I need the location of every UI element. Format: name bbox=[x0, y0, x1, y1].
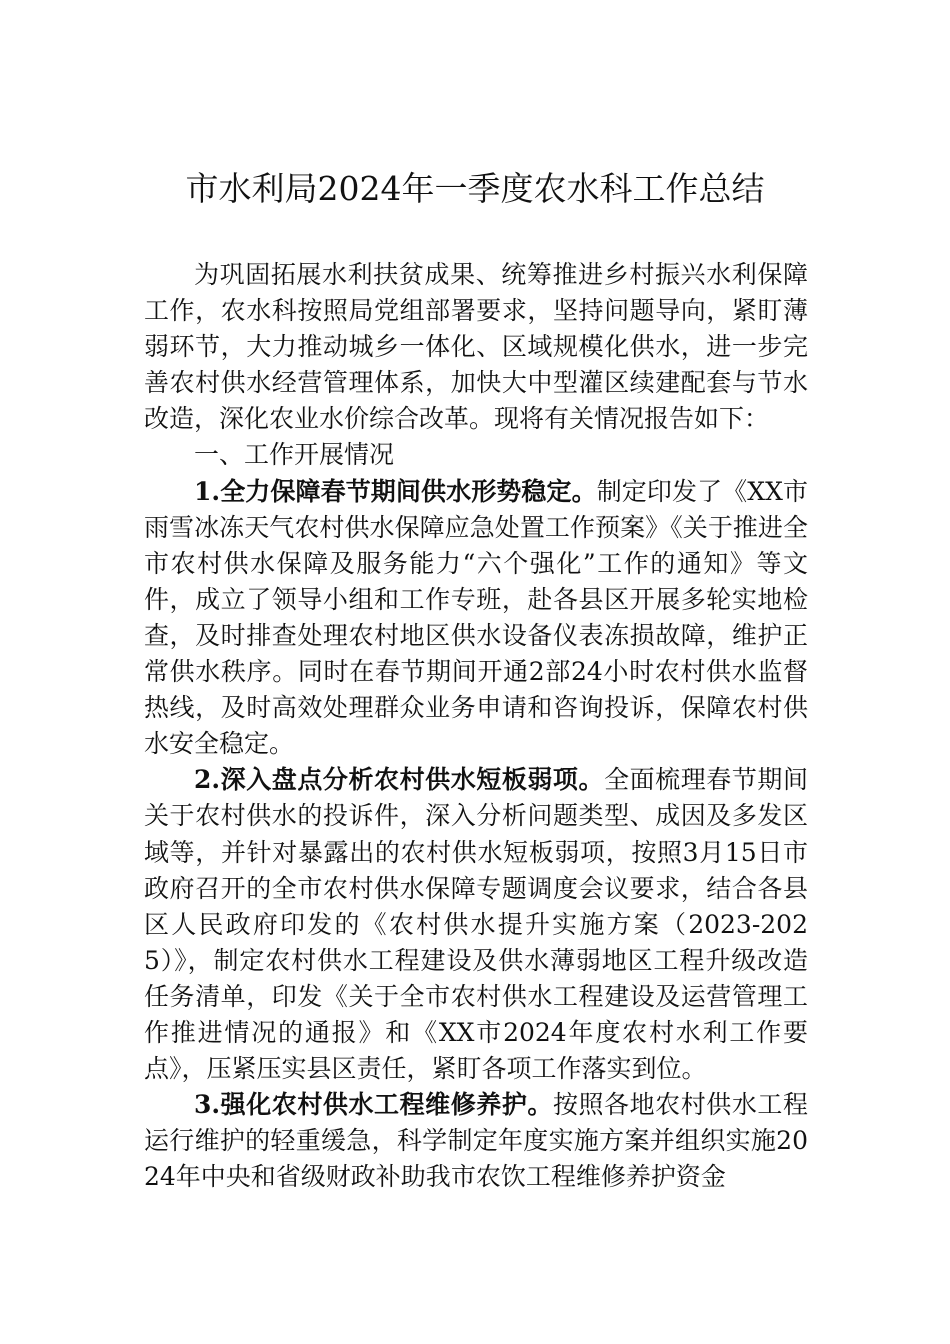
item-text-3: 按照各地农村供水工程运行维护的轻重缓急，科学制定年度实施方案并组织实施2024年中央和省级财政补助我市农饮工程维修养护资金 bbox=[144, 1090, 808, 1192]
section-heading: 一、工作开展情况 bbox=[194, 440, 395, 470]
item-paragraph-3 bbox=[144, 1087, 808, 1195]
item-paragraph-1 bbox=[144, 474, 808, 763]
intro-paragraph: 为巩固拓展水利扶贫成果、统筹推进乡村振兴水利保障工作，农水科按照局党组部署要求，坚持问题导向，紧盯薄弱环节，大力推动城乡一体化、区域规模化供水，进一步完善农村供水经营管理体系，加快大中型灌区续建配套与节水改造，深化农业水价综合改革。现将有关情况报告如下： bbox=[144, 260, 808, 434]
item-text-2: 全面梳理春节期间关于农村供水的投诉件，深入分析问题类型、成因及多发区域等，并针对暴露出的农村供水短板弱项，按照3月15日市政府召开的全市农村供水保障专题调度会议要求，结合各县区人民政府印发的《农村供水提升实施方案（2023-2025）》，制定农村供水工程建设及供水薄弱地区工程升级改造任务清单，印发《关于全市农村供水工程建设及运营管理工作推进情况的通报》和《XX市2024年度农村水利工作要点》，压紧压实县区责任，紧盯各项工作落实到位。 bbox=[144, 765, 808, 1084]
document-title: 市水利局2024年一季度农水科工作总结 bbox=[185, 169, 765, 208]
item-lead-3: 3.强化农村供水工程维修养护。 bbox=[194, 1090, 553, 1120]
item-paragraph-2 bbox=[144, 762, 808, 1087]
item-lead-2: 2.深入盘点分析农村供水短板弱项。 bbox=[194, 765, 605, 795]
item-lead-1: 1.全力保障春节期间供水形势稳定。 bbox=[194, 476, 597, 506]
item-text-1: 制定印发了《XX市雨雪冰冻天气农村供水保障应急处置工作预案》《关于推进全市农村供水保障及服务能力“六个强化”工作的通知》等文件，成立了领导小组和工作专班，赴各县区开展多轮实地检查，及时排查处理农村地区供水设备仪表冻损故障，维护正常供水秩序。同时在春节期间开通2部24小时农村供水监督热线，及时高效处理群众业务申请和咨询投诉，保障农村供水安全稳定。 bbox=[144, 476, 808, 759]
document-body bbox=[144, 257, 808, 1195]
